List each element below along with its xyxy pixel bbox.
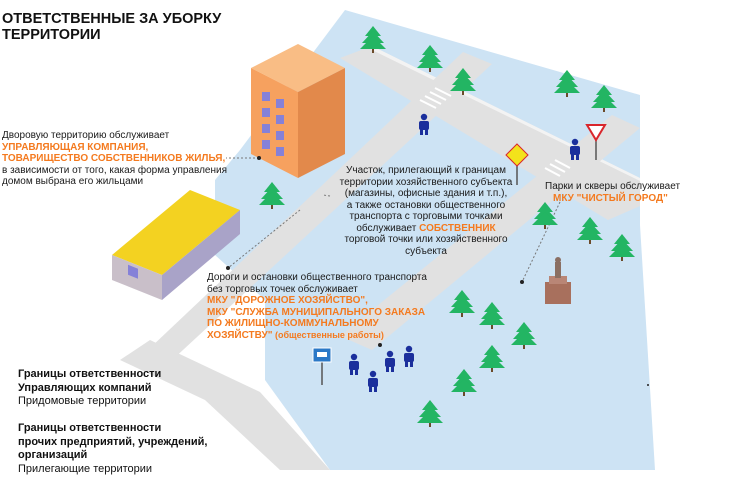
roads-caption: Дороги и остановки общественного транспорта без торговых точек обслуживает МКУ "ДОРОЖНОЕ ХОЗЯЙСТВО", МКУ "СЛУЖБА МУНИЦИПАЛЬНОГО ЗАКАЗА ПО ЖИЛИЩНО-КОММУНАЛЬНОМУ ХОЗЯЙСТВУ" (общественные работы) bbox=[207, 272, 427, 341]
plot-caption: Участок, прилегающий к границам территории хозяйственного субъекта (магазины, офисные здания и т.п.), а также остановки общественного транспорта с торговыми точками обслуживает СОБСТВЕННИК торговой точки или хозяйственного субъекта bbox=[339, 165, 513, 257]
window bbox=[262, 108, 270, 117]
window bbox=[262, 124, 270, 133]
window bbox=[276, 115, 284, 124]
legend-management: Границы ответственности Управляющих компаний Придомовые территории bbox=[18, 368, 162, 407]
window bbox=[276, 147, 284, 156]
window bbox=[262, 92, 270, 101]
page-title: ОТВЕТСТВЕННЫЕ ЗА УБОРКУ ТЕРРИТОРИИ bbox=[2, 11, 222, 43]
legend-other-organizations: Границы ответственности прочих предприятий, учреждений, организаций Прилегающие территории bbox=[18, 422, 208, 475]
window bbox=[276, 131, 284, 140]
window bbox=[262, 140, 270, 149]
parks-caption: Парки и скверы обслуживает МКУ "ЧИСТЫЙ ГОРОД" bbox=[545, 181, 681, 204]
yard-caption: Дворовую территорию обслуживает УПРАВЛЯЮЩАЯ КОМПАНИЯ, ТОВАРИЩЕСТВО СОБСТВЕННИКОВ ЖИЛЬЯ, в зависимости от того, какая форма управления домом выбрана его жильцами bbox=[2, 130, 227, 187]
window bbox=[276, 99, 284, 108]
